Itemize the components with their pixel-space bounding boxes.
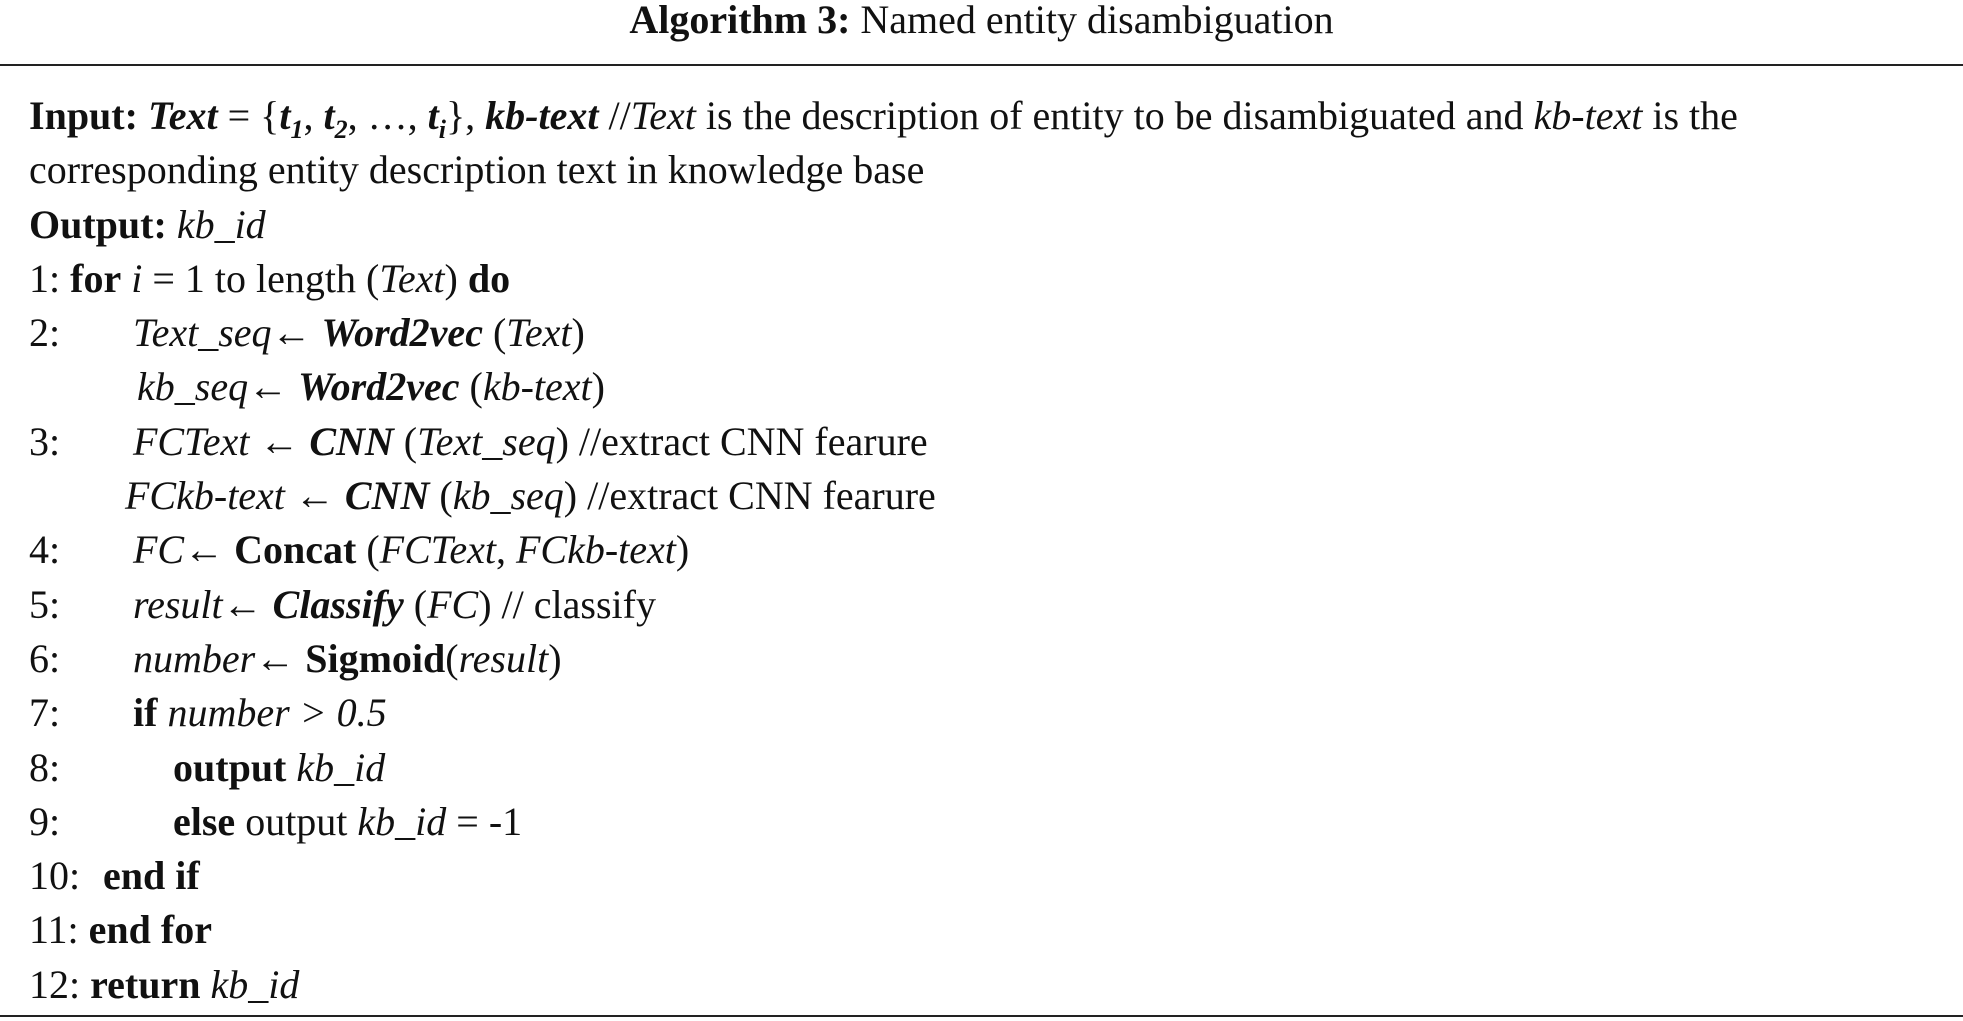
line-number: 2:	[29, 310, 61, 356]
algorithm-label: Algorithm 3:	[629, 0, 851, 42]
line-comment: ) //extract CNN fearure	[555, 418, 928, 464]
close-paren: )	[571, 310, 585, 356]
function-arg-2: FCkb-text	[515, 527, 676, 573]
output-label: Output:	[29, 201, 167, 247]
keyword-do: do	[467, 255, 511, 301]
bottom-rule	[0, 1015, 1963, 1017]
input-ti: t	[427, 93, 439, 138]
input-equals: = {	[217, 93, 280, 138]
function-name: Sigmoid	[305, 635, 446, 681]
assign-arrow: ←	[249, 418, 310, 464]
algo-line-2b	[29, 360, 1954, 414]
keyword-end-if: end if	[103, 853, 200, 899]
input-text-var: Text	[147, 93, 218, 138]
function-name: Classify	[272, 581, 404, 627]
function-arg: Text	[506, 310, 572, 356]
assign-arrow: ←	[248, 364, 299, 410]
algo-line-7	[29, 686, 1954, 740]
algo-line-4	[29, 523, 1954, 577]
algo-line-1	[29, 252, 1954, 306]
algo-line-11	[29, 903, 1954, 957]
loop-range: = 1 to length (	[142, 255, 380, 301]
return-var: kb_id	[200, 961, 300, 1007]
output-value: kb_id	[166, 201, 266, 247]
arg-separator: ,	[495, 527, 516, 573]
line-number: 5:	[29, 581, 61, 627]
function-arg: FC	[427, 581, 479, 627]
assign-arrow: ←	[284, 473, 345, 519]
keyword-else: else	[173, 798, 236, 844]
keyword-for: for	[70, 255, 122, 301]
input-comma: ,	[303, 93, 324, 138]
input-close: },	[445, 93, 486, 138]
assign-lhs: result	[133, 581, 223, 627]
output-var: kb_id	[357, 798, 447, 844]
loop-text-var: Text	[379, 255, 445, 301]
algo-line-12	[29, 958, 1954, 1012]
line-number: 4:	[29, 527, 61, 573]
assign-arrow: ←	[222, 581, 273, 627]
input-comment-end: is the	[1642, 93, 1738, 138]
input-line	[29, 89, 1954, 143]
function-name: Word2vec	[298, 364, 460, 410]
output-var: kb_id	[286, 744, 386, 790]
open-paren: (	[393, 418, 418, 464]
input-comment-text-var: Text	[630, 93, 696, 138]
input-comment-start: //	[598, 93, 631, 138]
keyword-if: if	[133, 690, 158, 736]
algo-line-3b	[29, 469, 1954, 523]
algo-line-3a	[29, 415, 1954, 469]
input-kb-text-var: kb-text	[485, 93, 599, 138]
open-paren: (	[429, 473, 453, 519]
top-rule	[0, 64, 1963, 66]
assign-lhs: FC	[133, 527, 185, 573]
algo-line-8	[29, 741, 1954, 795]
loop-close: )	[444, 255, 468, 301]
function-arg: result	[458, 635, 549, 681]
assign-arrow: ←	[255, 635, 306, 681]
algo-line-10	[29, 849, 1954, 903]
line-comment: ) //extract CNN fearure	[563, 473, 936, 519]
function-name: CNN	[344, 473, 430, 519]
function-arg: kb-text	[482, 364, 592, 410]
function-arg-1: FCText	[379, 527, 496, 573]
else-assign: = -1	[446, 798, 523, 844]
line-number: 9:	[29, 798, 61, 844]
close-paren: )	[548, 635, 562, 681]
assign-arrow: ←	[271, 310, 322, 356]
function-name: Concat	[234, 527, 357, 573]
open-paren: (	[356, 527, 380, 573]
input-continuation: corresponding entity description text in knowledge base	[29, 147, 925, 193]
algo-line-9	[29, 795, 1954, 849]
algorithm-caption	[0, 0, 1963, 60]
assign-lhs: FCText	[133, 418, 250, 464]
function-name: Word2vec	[321, 310, 483, 356]
line-number: 1:	[29, 255, 61, 301]
open-paren: (	[482, 310, 507, 356]
line-number: 10:	[29, 853, 81, 899]
algorithm-title: Named entity disambiguation	[860, 0, 1334, 42]
input-comment-kb-text-var: kb-text	[1533, 93, 1643, 138]
input-comment-middle: is the description of entity to be disambiguated and	[695, 93, 1534, 138]
input-t1-sub: 1	[290, 115, 304, 144]
algo-line-2a	[29, 306, 1954, 360]
loop-var: i	[121, 255, 143, 301]
line-number: 7:	[29, 690, 61, 736]
input-t2-sub: 2	[334, 115, 348, 144]
open-paren: (	[459, 364, 483, 410]
function-arg: kb_seq	[452, 473, 564, 519]
input-ellipsis: , …,	[347, 93, 428, 138]
else-output: output	[235, 798, 358, 844]
input-label: Input:	[29, 93, 138, 138]
keyword-return: return	[90, 961, 201, 1007]
close-paren: )	[675, 527, 690, 573]
line-number: 11:	[29, 907, 79, 953]
assign-lhs: FCkb-text	[125, 473, 285, 519]
open-paren: (	[445, 635, 459, 681]
assign-lhs: Text_seq	[133, 310, 272, 356]
assign-lhs: number	[133, 635, 256, 681]
open-paren: (	[403, 581, 428, 627]
line-number: 12:	[29, 961, 81, 1007]
assign-lhs: kb_seq	[137, 364, 249, 410]
line-number: 6:	[29, 635, 61, 681]
input-ti-sub: i	[438, 115, 446, 144]
input-t2: t	[323, 93, 335, 138]
algo-line-5	[29, 578, 1954, 632]
algorithm-body	[29, 89, 1954, 1012]
keyword-end-for: end for	[88, 907, 212, 953]
close-paren: )	[591, 364, 605, 410]
line-number: 8:	[29, 744, 61, 790]
if-condition: number > 0.5	[157, 690, 387, 736]
output-line	[29, 198, 1954, 252]
function-arg: Text_seq	[417, 418, 556, 464]
input-t1: t	[279, 93, 291, 138]
keyword-output: output	[173, 744, 287, 790]
line-comment: ) // classify	[478, 581, 656, 627]
function-name: CNN	[309, 418, 394, 464]
assign-arrow: ←	[184, 527, 235, 573]
algo-line-6	[29, 632, 1954, 686]
line-number: 3:	[29, 418, 61, 464]
